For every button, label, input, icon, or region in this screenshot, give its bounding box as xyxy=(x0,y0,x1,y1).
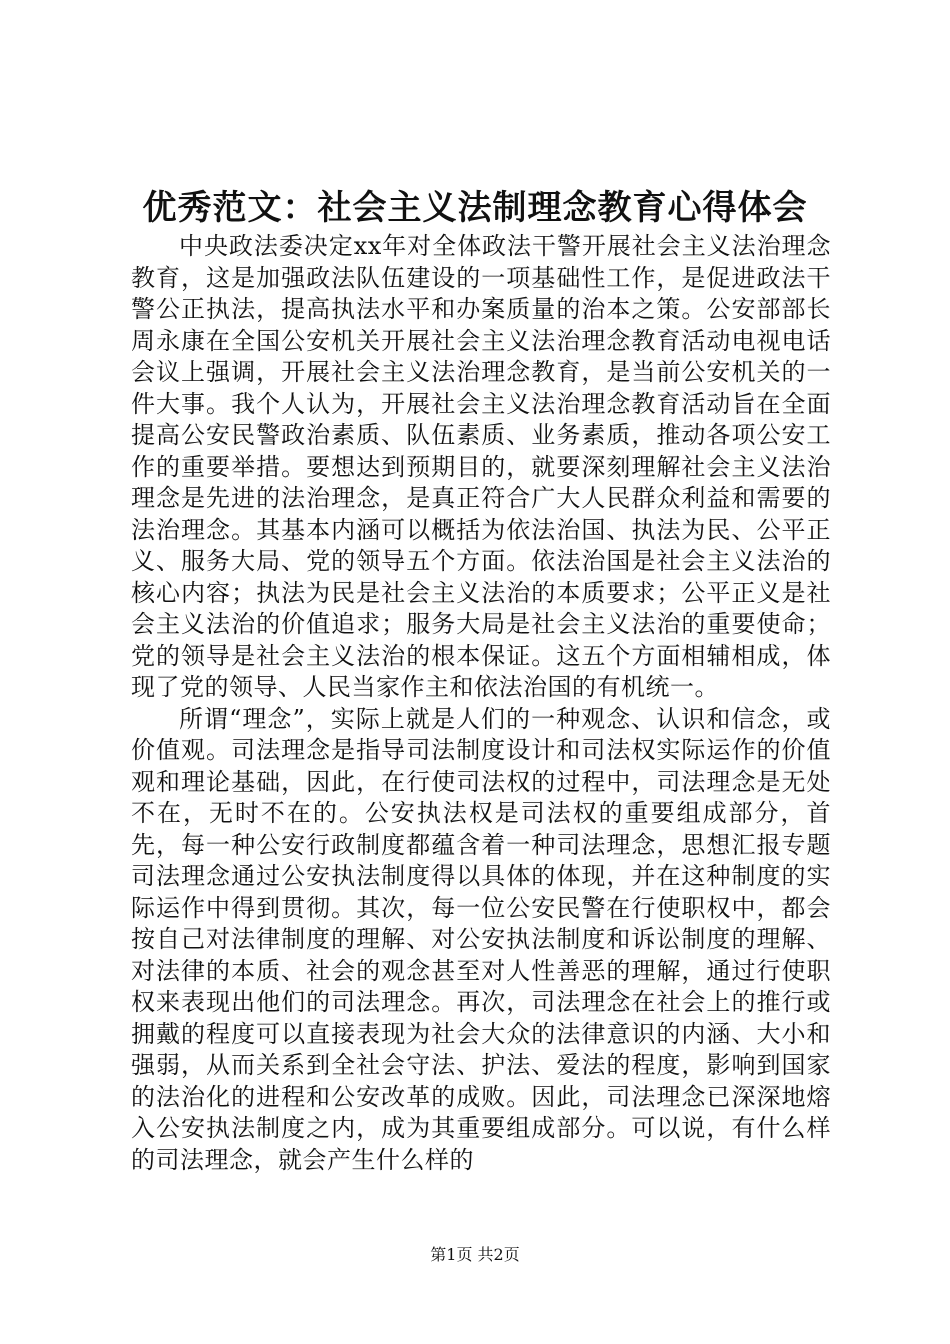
document-title: 优秀范文：社会主义法制理念教育心得体会 xyxy=(142,188,808,228)
paragraph-2: 所谓“理念”，实际上就是人们的一种观念、认识和信念，或价值观。司法理念是指导司法制度设计和司法权实际运作的价值观和理论基础，因此，在行使司法权的过程中，司法理念是无处不在，无时不在的。公安执法权是司法权的重要组成部分，首先，每一种公安行政制度都蕴含着一种司法理念，思想汇报专题司法理念通过公安执法制度得以具体的体现，并在这种制度的实际运作中得到贯彻。其次，每一位公安民警在行使职权中，都会按自己对法律制度的理解、对公安执法制度和诉讼制度的理解、对法律的本质、社会的观念甚至对人性善恶的理解，通过行使职权来表现出他们的司法理念。再次，司法理念在社会上的推行或拥戴的程度可以直接表现为社会大众的法律意识的内涵、大小和强弱，从而关系到全社会守法、护法、爱法的程度，影响到国家的法治化的进程和公安改革的成败。因此，司法理念已深深地熔入公安执法制度之内，成为其重要组成部分。可以说，有什么样的司法理念，就会产生什么样的 xyxy=(131,704,831,1174)
document-body xyxy=(131,231,831,1176)
page-number-footer: 第1页 共2页 xyxy=(430,1245,520,1264)
paragraph-1: 中央政法委决定xx年对全体政法干警开展社会主义法治理念教育，这是加强政法队伍建设的一项基础性工作，是促进政法干警公正执法，提高执法水平和办案质量的治本之策。公安部部长周永康在全国公安机关开展社会主义法治理念教育活动电视电话会议上强调，开展社会主义法治理念教育，是当前公安机关的一件大事。我个人认为，开展社会主义法治理念教育活动旨在全面提高公安民警政治素质、队伍素质、业务素质，推动各项公安工作的重要举措。要想达到预期目的，就要深刻理解社会主义法治理念是先进的法治理念，是真正符合广大人民群众利益和需要的法治理念。其基本内涵可以概括为依法治国、执法为民、公平正义、服务大局、党的领导五个方面。依法治国是社会主义法治的核心内容；执法为民是社会主义法治的本质要求；公平正义是社会主义法治的价值追求；服务大局是社会主义法治的重要使命；党的领导是社会主义法治的根本保证。这五个方面相辅相成，体现了党的领导、人民当家作主和依法治国的有机统一。 xyxy=(131,232,831,701)
